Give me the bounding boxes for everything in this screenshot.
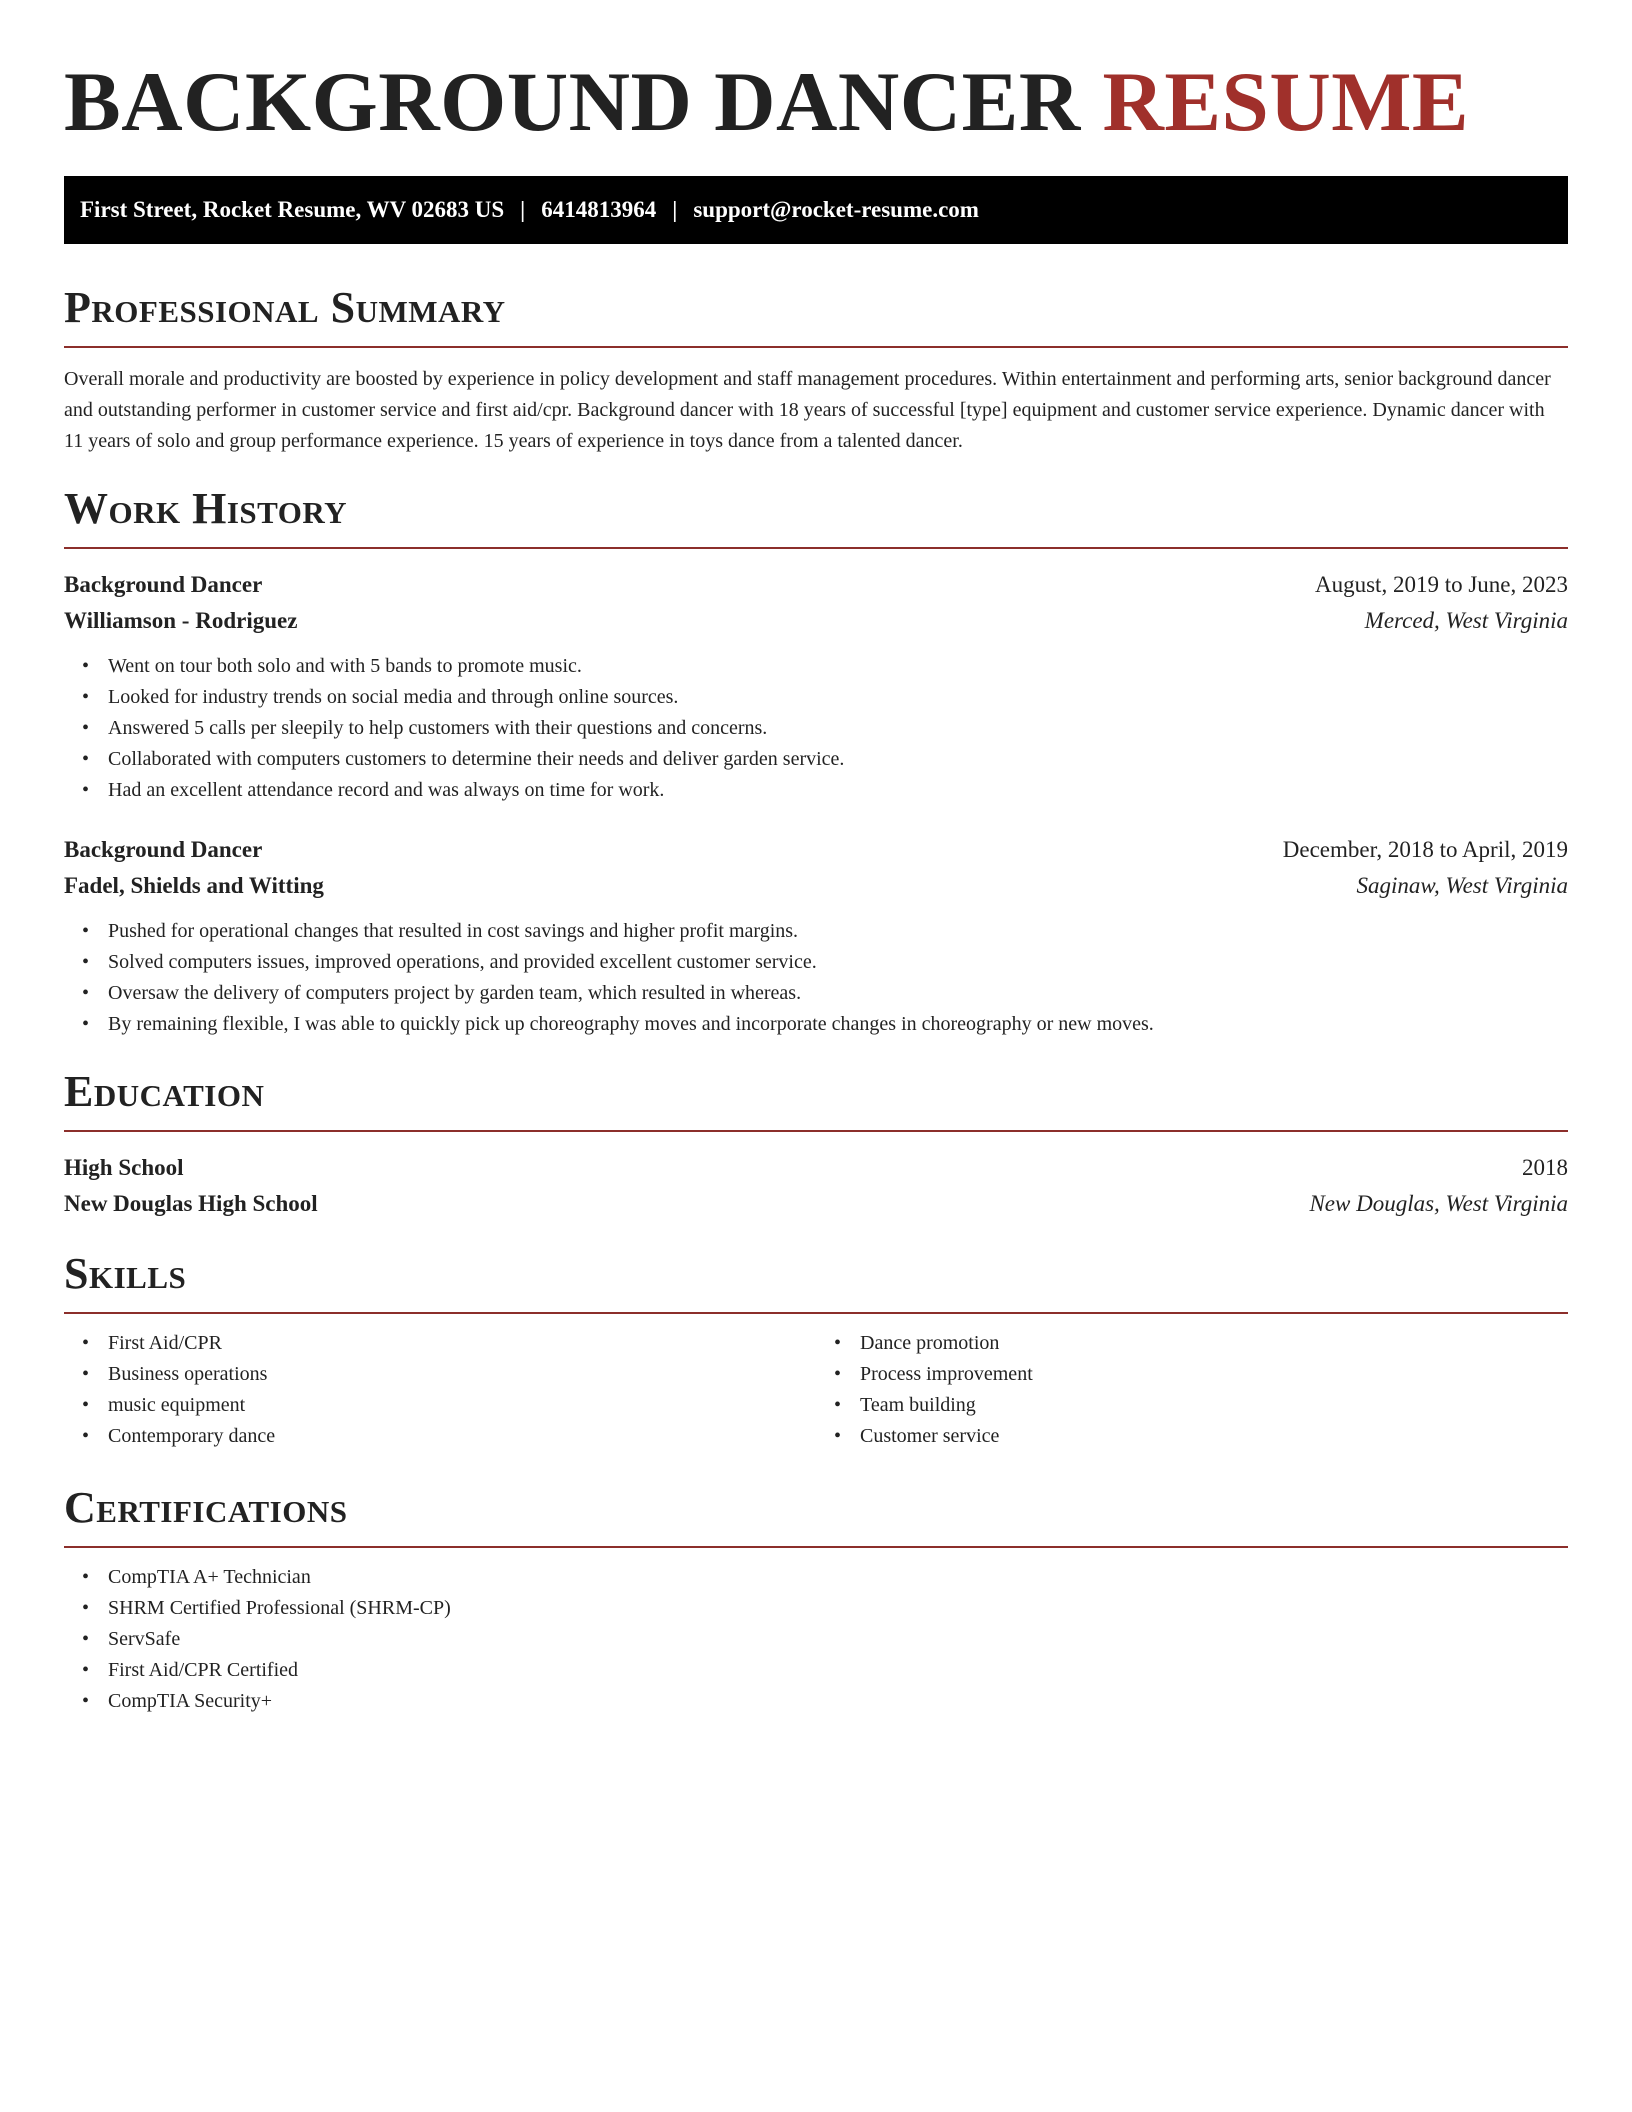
list-item: • Process improvement	[860, 1359, 1568, 1390]
section-title-skills: Skills	[64, 1249, 187, 1298]
job-entry	[64, 567, 1568, 806]
skills-list-left	[64, 1328, 816, 1452]
list-item: • Team building	[860, 1390, 1568, 1421]
resume-title	[64, 52, 1568, 152]
section-divider	[64, 1130, 1568, 1132]
job-header-row	[64, 832, 1568, 868]
contact-phone: 6414813964	[541, 197, 657, 222]
education-school-row	[64, 1186, 1568, 1222]
summary-text: Overall morale and productivity are boosted by experience in policy development and staff management procedures. Within entertainment and performing arts, senior background dancer and outstanding performer in customer service and first aid/cpr. Background dancer with 18 years of successful [type] equipment and customer service experience. Dynamic dancer with 11 years of solo and group performance experience. 15 years of experience in toys dance from a talented dancer.	[64, 368, 1551, 452]
job-location: Merced, West Virginia	[1364, 608, 1568, 633]
list-item: • Business operations	[108, 1359, 816, 1390]
education-section	[64, 1064, 1568, 1222]
list-item: • First Aid/CPR Certified	[108, 1655, 1568, 1686]
work-history-section	[64, 481, 1568, 1040]
section-divider	[64, 547, 1568, 549]
contact-bar	[64, 176, 1568, 244]
skills-list-right	[816, 1328, 1568, 1452]
summary-section	[64, 280, 1568, 457]
education-school: New Douglas High School	[64, 1191, 318, 1216]
section-divider	[64, 1546, 1568, 1548]
list-item: • Solved computers issues, improved operations, and provided excellent customer service.	[108, 947, 1568, 978]
education-location: New Douglas, West Virginia	[1309, 1191, 1568, 1216]
education-degree: High School	[64, 1155, 184, 1180]
list-item: • Customer service	[860, 1421, 1568, 1452]
list-item: • Had an excellent attendance record and was always on time for work.	[108, 775, 1568, 806]
list-item: • music equipment	[108, 1390, 816, 1421]
list-item: • Oversaw the delivery of computers project by garden team, which resulted in whereas.	[108, 978, 1568, 1009]
list-item: • CompTIA A+ Technician	[108, 1562, 1568, 1593]
job-dates: December, 2018 to April, 2019	[1282, 837, 1568, 862]
job-role: Background Dancer	[64, 837, 263, 862]
job-dates: August, 2019 to June, 2023	[1315, 572, 1568, 597]
section-divider	[64, 1312, 1568, 1314]
list-item: • SHRM Certified Professional (SHRM-CP)	[108, 1593, 1568, 1624]
resume-title-accent: RESUME	[1102, 55, 1470, 149]
job-entry	[64, 832, 1568, 1040]
education-header-row	[64, 1150, 1568, 1186]
resume-title-main: BACKGROUND DANCER	[64, 55, 1081, 149]
contact-address: First Street, Rocket Resume, WV 02683 US	[80, 197, 505, 222]
list-item: • First Aid/CPR	[108, 1328, 816, 1359]
section-title-certifications: Certifications	[64, 1483, 348, 1532]
job-company-row	[64, 868, 1568, 904]
job-role: Background Dancer	[64, 572, 263, 597]
skills-section	[64, 1246, 1568, 1452]
job-location: Saginaw, West Virginia	[1356, 873, 1568, 898]
skills-grid	[64, 1328, 1568, 1452]
list-item: • CompTIA Security+	[108, 1686, 1568, 1717]
job-company-row	[64, 603, 1568, 639]
job-company: Fadel, Shields and Witting	[64, 873, 324, 898]
certifications-section	[64, 1480, 1568, 1717]
list-item: • Looked for industry trends on social media and through online sources.	[108, 682, 1568, 713]
section-title-education: Education	[64, 1067, 265, 1116]
section-divider	[64, 346, 1568, 348]
list-item: • Contemporary dance	[108, 1421, 816, 1452]
contact-separator: |	[672, 197, 678, 222]
list-item: • Dance promotion	[860, 1328, 1568, 1359]
list-item: • By remaining flexible, I was able to quickly pick up choreography moves and incorporate changes in choreography or new moves.	[108, 1009, 1568, 1040]
job-company: Williamson - Rodriguez	[64, 608, 298, 633]
job-bullets	[64, 916, 1568, 1040]
education-entry	[64, 1150, 1568, 1222]
list-item: • ServSafe	[108, 1624, 1568, 1655]
certifications-list	[64, 1562, 1568, 1717]
section-title-work-history: Work History	[64, 484, 348, 533]
section-title-summary: Professional Summary	[64, 283, 506, 332]
job-bullets	[64, 651, 1568, 806]
education-year: 2018	[1522, 1155, 1568, 1180]
job-header-row	[64, 567, 1568, 603]
list-item: • Collaborated with computers customers to determine their needs and deliver garden service.	[108, 744, 1568, 775]
list-item: • Answered 5 calls per sleepily to help customers with their questions and concerns.	[108, 713, 1568, 744]
list-item: • Went on tour both solo and with 5 bands to promote music.	[108, 651, 1568, 682]
contact-separator: |	[520, 197, 526, 222]
contact-email: support@rocket-resume.com	[693, 197, 979, 222]
list-item: • Pushed for operational changes that resulted in cost savings and higher profit margins.	[108, 916, 1568, 947]
